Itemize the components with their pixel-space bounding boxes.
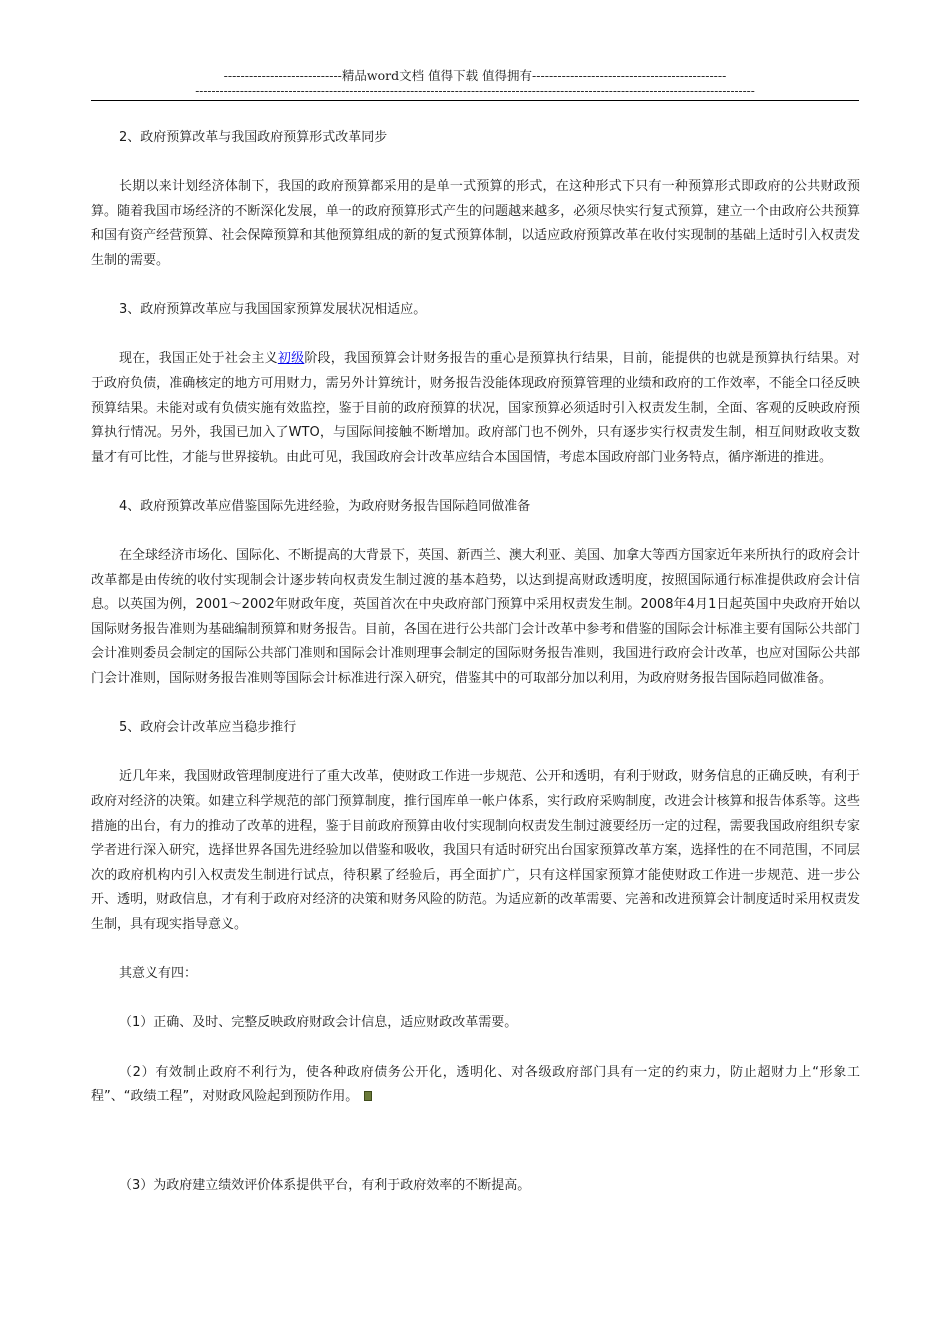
image-placeholder-icon: [364, 1091, 372, 1101]
section-heading-4: 4、政府预算改革应借鉴国际先进经验，为政府财务报告国际趋同做准备: [119, 498, 531, 514]
paragraph-4: 在全球经济市场化、国际化、不断提高的大背景下，英国、新西兰、澳大利亚、美国、加拿大等西方国家近年来所执行的政府会计改革都是由传统的收付实现制会计逐步转向权责发生制过渡的基本趋势，以达到提高财政透明度，按照国际通行标准提供政府会计信息。以英国为例，2001～2002年财政年度，英国首次在中央政府部门预算中采用权责发生制。2008年4月1日起英国中央政府开始以国际财务报告准则为基础编制预算和财务报告。目前，各国在进行公共部门会计改革中参考和借鉴的国际会计标准主要有国际公共部门会计准则委员会制定的国际公共部门准则和国际会计准则理事会制定的国际财务报告准则，我国进行政府会计改革，也应对国际公共部门会计准则，国际财务报告准则等国际会计标准进行深入研究，借鉴其中的可取部分加以利用，为政府财务报告国际趋同做准备。: [91, 548, 861, 687]
paragraph-3: [91, 347, 860, 470]
meaning-item-2-text: （2）有效制止政府不利行为，使各种政府债务公开化，透明化、对各级政府部门具有一定的约束力，防止超财力上“形象工程”、“政绩工程”，对财政风险起到预防作用。: [91, 1064, 860, 1105]
document-body: [91, 126, 860, 1198]
paragraph-3-start: 现在，我国正处于社会主义: [119, 351, 278, 367]
paragraph-5: 近几年来，我国财政管理制度进行了重大改革，使财政工作进一步规范、公开和透明，有利于财政，财务信息的正确反映，有利于政府对经济的决策。如建立科学规范的部门预算制度，推行国库单一帐户体系，实行政府采购制度，改进会计核算和报告体系等。这些措施的出台，有力的推动了改革的进程，鉴于目前政府预算由收付实现制向权责发生制过渡要经历一定的过程，需要我国政府组织专家学者进行深入研究，选择世界各国先进经验加以借鉴和吸收，我国只有适时研究出台国家预算改革方案，选择性的在不同范围，不同层次的政府机构内引入权责发生制进行试点，待积累了经验后，再全面扩广，只有这样国家预算才能使财政工作进一步规范、进一步公开、透明，财政信息，才有利于政府对经济的决策和财务风险的防范。为适应新的改革需要、完善和改进预算会计制度适时采用权责发生制，具有现实指导意义。: [91, 769, 861, 932]
meaning-item-3: （3）为政府建立绩效评价体系提供平台，有利于政府效率的不断提高。: [119, 1177, 531, 1193]
meaning-item-1: （1）正确、及时、完整反映政府财政会计信息，适应财政改革需要。: [119, 1015, 518, 1031]
section-heading-3: 3、政府预算改革应与我国国家预算发展状况相适应。: [119, 302, 427, 318]
section-heading-2: 2、政府预算改革与我国政府预算形式改革同步: [119, 130, 388, 145]
page-header-dashes: ------------------------------------------------------------------------------------------------------------------------------------------: [195, 84, 755, 98]
paragraph-2: 长期以来计划经济体制下，我国的政府预算都采用的是单一式预算的形式，在这种形式下只有一种预算形式即政府的公共财政预算。随着我国市场经济的不断深化发展，单一的政府预算形式产生的问题越来越多，必须尽快实行复式预算，建立一个由政府公共预算和国有资产经营预算、社会保障预算和其他预算组成的新的复式预算体制，以适应政府预算改革在收付实现制的基础上适时引入权责发生制的需要。: [91, 179, 860, 268]
section-heading-5: 5、政府会计改革应当稳步推行: [119, 720, 297, 736]
meaning-item-2: [91, 1061, 860, 1110]
meaning-intro: 其意义有四：: [119, 966, 198, 982]
link-chuji[interactable]: 初级: [277, 351, 305, 367]
page-header-text: ----------------------------精品word文档 值得下载 值得拥有----------------------------------------------: [223, 68, 727, 83]
paragraph-3-rest: 阶段，我国预算会计财务报告的重心是预算执行结果，目前，能提供的也就是预算执行结果。对于政府负债，准确核定的地方可用财力，需另外计算统计，财务报告没能体现政府预算管理的业绩和政府的工作效率，不能全口径反映预算结果。未能对或有负债实施有效监控，鉴于目前的政府预算的状况，国家预算必须适时引入权责发生制，全面、客观的反映政府预算执行情况。另外，我国已加入了WTO，与国际间接触不断增加。政府部门也不例外，只有逐步实行权责发生制，相互间财政收支数量才有可比性，才能与世界接轨。由此可见，我国政府会计改革应结合本国国情，考虑本国政府部门业务特点，循序渐进的推进。: [91, 351, 860, 465]
header-divider: [91, 100, 859, 101]
